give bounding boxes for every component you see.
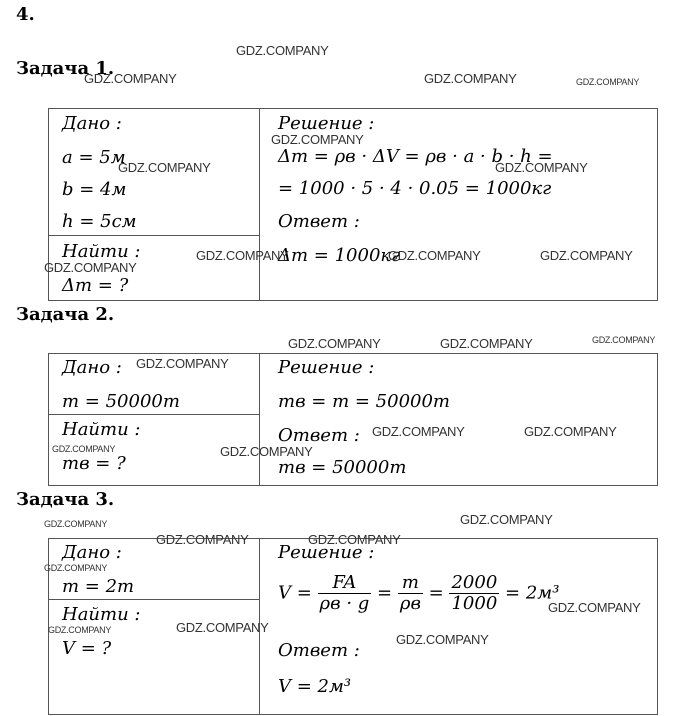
task3-formula-eq2: =: [428, 582, 444, 604]
watermark: GDZ.COMPANY: [44, 563, 108, 573]
task2-solution-label: Решение :: [278, 357, 375, 378]
watermark: GDZ.COMPANY: [236, 43, 329, 58]
task3-find: V = ?: [62, 638, 112, 659]
task2-given: m = 50000т: [62, 391, 180, 412]
task3-answer: V = 2м³: [278, 676, 352, 697]
task1-given-a: a = 5м: [62, 147, 126, 168]
task1-solution-line1: Δm = ρв · ΔV = ρв · a · b · h =: [278, 146, 553, 167]
task2-find: mв = ?: [62, 453, 126, 474]
task3-fraction-mass-num: m: [398, 573, 423, 594]
watermark: GDZ.COMPANY: [372, 424, 465, 439]
task3-given: m = 2т: [62, 576, 135, 597]
exercise-number: 4.: [16, 4, 35, 25]
watermark: GDZ.COMPANY: [136, 356, 229, 371]
watermark: GDZ.COMPANY: [84, 71, 177, 86]
task3-formula-eq1: =: [377, 582, 393, 604]
task2-given-find-divider: [48, 414, 259, 415]
task3-fraction-force-den: ρв · g: [319, 593, 370, 614]
task2-given-label: Дано :: [62, 357, 122, 378]
task3-fraction-force-num: FA: [318, 573, 372, 594]
task1-answer-label: Ответ :: [278, 211, 360, 232]
task3-fraction-mass: [398, 573, 423, 614]
watermark: GDZ.COMPANY: [220, 444, 313, 459]
watermark: GDZ.COMPANY: [44, 519, 108, 529]
task1-find-label: Найти :: [62, 241, 141, 262]
watermark: GDZ.COMPANY: [308, 532, 401, 547]
watermark: GDZ.COMPANY: [524, 424, 617, 439]
task1-solution-label: Решение :: [278, 113, 375, 134]
task3-formula-result: = 2м³: [505, 582, 560, 604]
watermark: GDZ.COMPANY: [424, 71, 517, 86]
watermark: GDZ.COMPANY: [44, 260, 137, 275]
task3-solution-label: Решение :: [278, 542, 375, 563]
task3-fraction-numeric-den: 1000: [451, 593, 498, 614]
task3-formula: [278, 573, 559, 614]
watermark: GDZ.COMPANY: [156, 532, 249, 547]
task1-title: Задача 1.: [16, 58, 115, 79]
task1-find: Δm = ?: [62, 275, 129, 296]
task3-formula-v: V =: [278, 582, 312, 604]
watermark: GDZ.COMPANY: [271, 132, 364, 147]
task3-given-find-divider: [48, 599, 259, 600]
task1-answer: Δm = 1000кг: [278, 245, 401, 266]
task2-find-label: Найти :: [62, 419, 141, 440]
task1-divider: [259, 108, 260, 300]
watermark: GDZ.COMPANY: [118, 160, 211, 175]
watermark: GDZ.COMPANY: [440, 336, 533, 351]
task1-given-h: h = 5см: [62, 211, 137, 232]
task1-solution-line2: = 1000 · 5 · 4 · 0.05 = 1000кг: [278, 178, 552, 199]
watermark: GDZ.COMPANY: [196, 248, 289, 263]
task3-fraction-numeric: [449, 573, 499, 614]
watermark: GDZ.COMPANY: [388, 248, 481, 263]
task1-given-label: Дано :: [62, 113, 122, 134]
watermark: GDZ.COMPANY: [495, 160, 588, 175]
watermark: GDZ.COMPANY: [52, 444, 116, 454]
watermark: GDZ.COMPANY: [288, 336, 381, 351]
task3-find-label: Найти :: [62, 604, 141, 625]
task2-solution: mв = m = 50000т: [278, 391, 450, 412]
task2-answer: mв = 50000т: [278, 457, 407, 478]
task2-answer-label: Ответ :: [278, 425, 360, 446]
task1-given-b: b = 4м: [62, 179, 127, 200]
task3-fraction-force: [318, 573, 372, 614]
task3-table: [48, 538, 658, 715]
watermark: GDZ.COMPANY: [592, 335, 656, 345]
watermark: GDZ.COMPANY: [548, 600, 641, 615]
watermark: GDZ.COMPANY: [540, 248, 633, 263]
task2-divider: [259, 353, 260, 485]
task2-title: Задача 2.: [16, 304, 115, 325]
task3-fraction-mass-den: ρв: [399, 593, 421, 614]
task3-title: Задача 3.: [16, 489, 115, 510]
task3-given-label: Дано :: [62, 542, 122, 563]
watermark: GDZ.COMPANY: [396, 632, 489, 647]
task1-given-find-divider: [48, 235, 259, 236]
watermark: GDZ.COMPANY: [576, 77, 640, 87]
task3-answer-label: Ответ :: [278, 640, 360, 661]
task3-fraction-numeric-num: 2000: [451, 572, 498, 593]
watermark: GDZ.COMPANY: [48, 625, 112, 635]
watermark: GDZ.COMPANY: [176, 620, 269, 635]
watermark: GDZ.COMPANY: [460, 512, 553, 527]
